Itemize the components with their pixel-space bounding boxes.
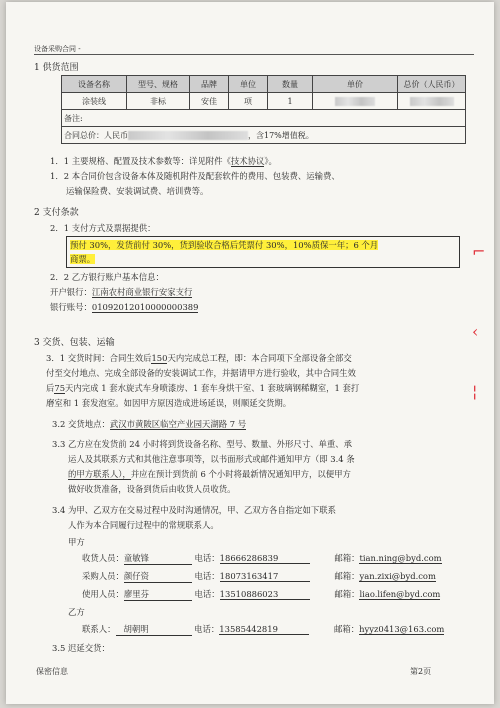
clause-2-1: 2．1 支付方式及票据提供： [50,223,156,233]
delivery-address: 武汉市黄陂区临空产业园天湖路 7 号 [109,419,247,429]
table-row [62,93,466,110]
contact-name: 颜仔资 [124,570,192,583]
total-label: 合同总价：人民币 [64,130,128,140]
footer-confidential: 保密信息 [36,667,68,676]
contact-row-user: 使用人员：廖里芬 电话：13510886023 邮箱：liao.lifen@byd.com [82,589,441,599]
table-cell: 涂装线 [62,93,127,110]
clause-3-3-line3: 的甲方联系人），并应在预计到货前 6 个小时将最新情况通知甲方，以便甲方 [68,469,351,479]
bank-line: 开户银行：江南农村商业银行安家支行 [50,287,193,297]
clause-1-1: 1．1 主要规格、配置及技术参数等：详见附件《技术协议》。 [50,156,277,166]
clause-3-3-line1: 3.3 乙方应在发货前 24 小时将到货设备名称、型号、数量、外形尺寸、单重、承 [52,439,352,449]
table-cell: 非标 [127,93,190,110]
redacted-cell [398,93,466,110]
contact-row-seller: 联系人： 胡朝明 电话：13585442819 邮箱：hyyz0413@163.com [82,624,445,634]
clause-3-1-line1: 3．1 交货时间：合同生效后150天内完成总工程，即：本合同项下全部设备全部交 [46,353,352,363]
col-header: 设备名称 [62,76,127,93]
payment-terms-line2: 商票。 [70,254,96,264]
contact-email: yan.zixi@byd.com [359,571,436,581]
contact-row-buyer: 采购人员：颜仔资 电话：18073163417 邮箱：yan.zixi@byd.com [82,571,436,581]
contact-name: 童敏锋 [124,552,192,565]
total-row [62,127,466,144]
payment-terms-line1: 预付 30%，发货前付 30%，货到验收合格后凭票付 30%，10%质保一年；6 个月 [70,240,379,250]
table-cell: 项 [229,93,268,110]
clause-2-2: 2．2 乙方银行账户基本信息： [50,272,164,282]
clause-3-3-line2: 运人及其联系方式和其他注意事项等，以书面形式或邮件通知甲方（即 3.4 条 [68,454,355,464]
table-header-row [62,76,466,93]
col-header: 总价（人民币） [398,76,466,93]
col-header: 单位 [229,76,268,93]
party-a-label: 甲方 [68,537,85,547]
col-header: 数量 [268,76,313,93]
clause-3-4-line2: 人作为本合同履行过程中的常规联系人。 [68,520,219,530]
footer-page-number: 第2页 [410,667,432,676]
clause-3-1-line3: 后75天内完成 1 套水旋式车身喷漆房、1 套车身烘干室、1 套玻璃钢稀糊室，1 套打 [46,383,360,393]
contact-phone: 13585442819 [219,624,309,635]
clause-3-2: 3.2 交货地点：武汉市黄陂区临空产业园天湖路 7 号 [52,419,247,429]
clause-3-1-line4: 磨室和 1 套发泡室。如因甲方原因造成进场延误，则顺延交货期。 [46,398,292,408]
col-header: 单价 [313,76,398,93]
remark-row [62,110,466,127]
contact-email: liao.lifen@byd.com [359,589,441,599]
redacted-cell [313,93,398,110]
redacted-amount [128,131,248,140]
total-cell [62,127,466,144]
remark-label: 备注: [62,110,466,127]
contact-name: 胡朝明 [116,623,192,636]
contact-phone: 18073163417 [220,571,310,582]
clause-3-3-line4: 做好收货准备，设备到货后由收货人员收货。 [68,484,236,494]
clause-3-4-line1: 3.4 为甲、乙双方在交易过程中及时沟通情况，甲、乙双方各自指定如下联系 [52,505,336,515]
total-tax-note: ，含17%增值税。 [248,130,314,140]
document-header: 设备采购合同 - [34,45,81,53]
account-line: 银行账号：01092012010000000389 [50,302,199,312]
table-cell: 安佳 [190,93,229,110]
table-cell: 1 [268,93,313,110]
clause-3-1-line2: 付至交付地点、完成全部设备的安装调试工作，并据请甲方进行验收，其中合同生效 [46,368,356,378]
contact-phone: 18666286839 [220,553,310,564]
contact-name: 廖里芬 [124,588,192,601]
contact-row-receiver: 收货人员：童敏锋 电话：18666286839 邮箱：tian.ning@byd.com [82,553,442,563]
party-b-label: 乙方 [68,607,85,617]
clause-1-2-line2: 运输保险费、安装调试费、培训费等。 [66,186,209,196]
clause-1-2-line1: 1．2 本合同价包含设备本体及随机附件及配套软件的费用、包装费、运输费、 [50,171,340,181]
section-1-heading: 1 供货范围 [34,63,79,73]
col-header: 型号、规格 [127,76,190,93]
header-rule [34,54,474,55]
account-number: 01092012010000000389 [91,302,199,312]
contact-phone: 13510886023 [220,589,310,600]
section-2-heading: 2 支付条款 [34,208,79,218]
supply-table [61,75,466,144]
clause-3-5: 3.5 迟延交货： [52,643,110,653]
contact-email: tian.ning@byd.com [359,553,442,563]
bank-name: 江南农村商业银行安家支行 [91,287,193,297]
section-3-heading: 3 交货、包装、运输 [34,338,115,348]
contact-email: hyyz0413@163.com [359,624,445,634]
margin-mark-icon: ⌐ ‹ ¦ [472,242,486,401]
col-header: 品牌 [190,76,229,93]
contract-page [6,2,494,704]
